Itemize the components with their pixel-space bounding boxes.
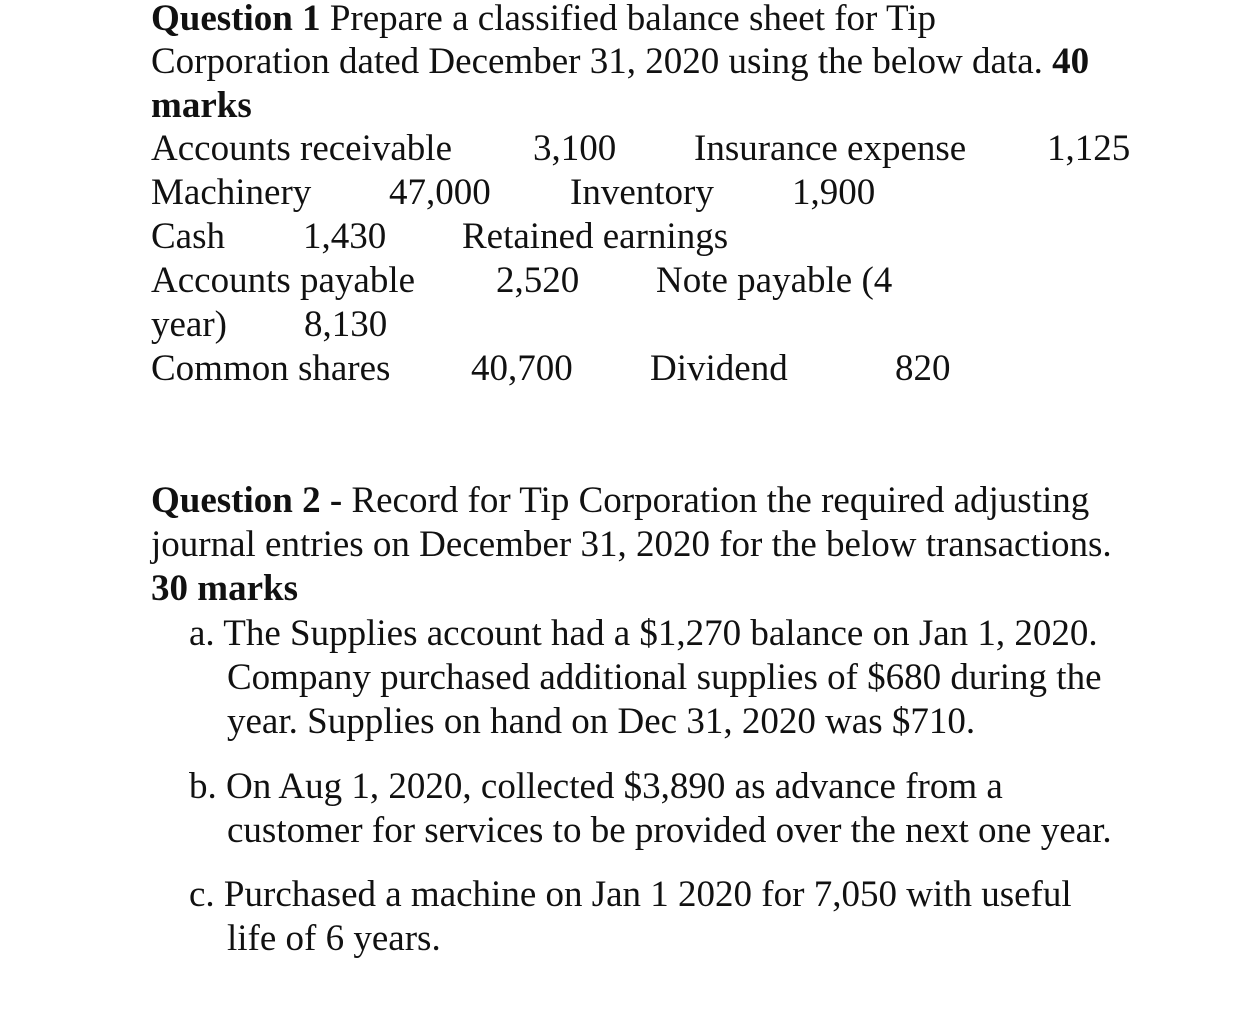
q1-text-line-2: Corporation dated December 31, 2020 using the below data. bbox=[151, 41, 1043, 82]
q2-marks-text: 30 marks bbox=[151, 568, 298, 609]
ar-value: 3,100 bbox=[533, 128, 617, 169]
note-payable-label-cont: year) bbox=[151, 304, 227, 345]
ar-label: Accounts receivable bbox=[151, 128, 452, 169]
item-a-line-1: a. The Supplies account had a $1,270 balance on Jan 1, 2020. bbox=[189, 613, 1098, 654]
q1-line-1 bbox=[151, 0, 936, 41]
item-b-line-2: customer for services to be provided over the next one year. bbox=[227, 810, 1112, 851]
item-b-line-1: b. On Aug 1, 2020, collected $3,890 as advance from a bbox=[189, 766, 1003, 807]
common-shares-label: Common shares bbox=[151, 348, 391, 389]
common-shares-value: 40,700 bbox=[471, 348, 573, 389]
dividend-value: 820 bbox=[895, 348, 951, 389]
q2-text-line-2: journal entries on December 31, 2020 for the below transactions. bbox=[151, 524, 1112, 565]
item-a-line-3: year. Supplies on hand on Dec 31, 2020 was $710. bbox=[227, 701, 976, 742]
q1-text-line-1: Prepare a classified balance sheet for Tip bbox=[329, 0, 937, 39]
insurance-expense-value: 1,125 bbox=[1047, 128, 1131, 169]
ap-value: 2,520 bbox=[496, 260, 580, 301]
cash-value: 1,430 bbox=[303, 216, 387, 257]
insurance-expense-label: Insurance expense bbox=[694, 128, 967, 169]
q1-heading: Question 1 bbox=[151, 0, 321, 39]
cash-label: Cash bbox=[151, 216, 225, 257]
note-payable-label: Note payable (4 bbox=[656, 260, 893, 301]
retained-earnings-label: Retained earnings bbox=[462, 216, 729, 257]
item-c-line-1: c. Purchased a machine on Jan 1 2020 for 7,050 with useful bbox=[189, 874, 1072, 915]
ap-label: Accounts payable bbox=[151, 260, 416, 301]
item-a-line-2: Company purchased additional supplies of $680 during the bbox=[227, 657, 1102, 698]
q1-line-2 bbox=[151, 40, 1089, 84]
q2-line-1 bbox=[151, 479, 1089, 523]
q2-text-line-1: Record for Tip Corporation the required adjusting bbox=[351, 480, 1090, 521]
q2-heading: Question 2 - bbox=[151, 480, 343, 521]
machinery-value: 47,000 bbox=[389, 172, 491, 213]
note-payable-value: 8,130 bbox=[304, 304, 388, 345]
q1-marks-word: marks bbox=[151, 85, 252, 126]
inventory-value: 1,900 bbox=[792, 172, 876, 213]
q1-line-3 bbox=[151, 84, 252, 128]
q2-marks bbox=[151, 567, 298, 611]
inventory-label: Inventory bbox=[570, 172, 714, 213]
q1-marks-number: 40 bbox=[1052, 41, 1090, 82]
machinery-label: Machinery bbox=[151, 172, 312, 213]
dividend-label: Dividend bbox=[650, 348, 788, 389]
item-c-line-2: life of 6 years. bbox=[227, 918, 441, 959]
